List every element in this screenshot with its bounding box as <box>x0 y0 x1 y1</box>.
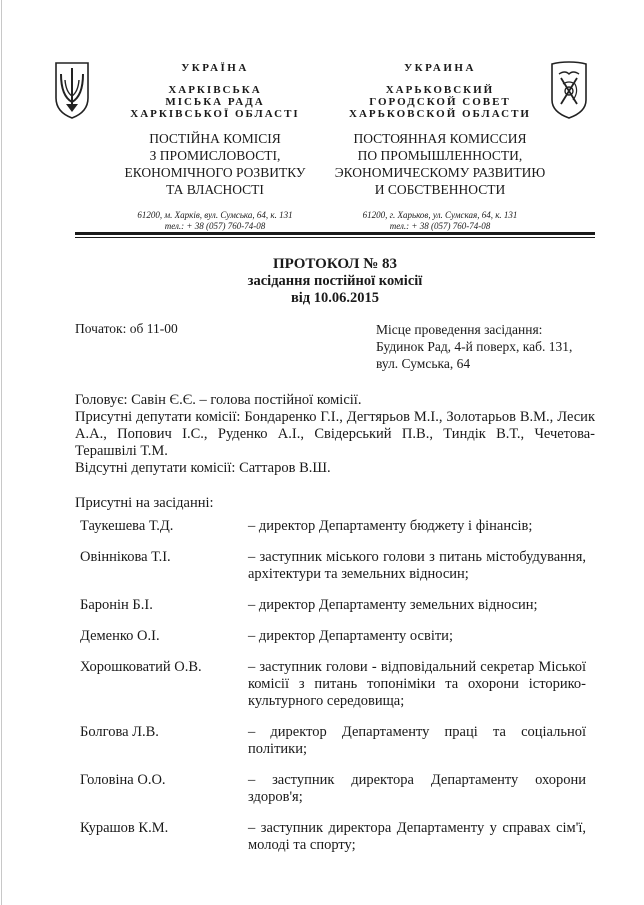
council-line: ХАРЬКОВСКОЙ ОБЛАСТИ <box>349 108 531 120</box>
attendee-role: – заступник міського голови з питань містобудування, архітектури та земельних відносин; <box>248 549 586 582</box>
chair-line: Головує: Савін Є.Є. – голова постійної комісії. <box>75 392 362 408</box>
venue-building: Будинок Рад, 4-й поверх, каб. 131, <box>376 339 573 354</box>
council-line: МІСЬКА РАДА <box>165 96 265 108</box>
attendee-name: Хорошковатий О.В. <box>80 659 202 675</box>
protocol-number: ПРОТОКОЛ № 83 <box>272 256 398 272</box>
header-divider-thin <box>75 237 595 238</box>
attendee-role: – заступник директора Департаменту у справах сім'ї, молоді та спорту; <box>248 820 586 853</box>
attendee-role: – директор Департаменту освіти; <box>248 628 453 644</box>
commission-line: И СОБСТВЕННОСТИ <box>374 182 506 197</box>
commission-name-uk <box>110 130 320 198</box>
protocol-subtitle: засідання постійної комісії <box>247 273 423 289</box>
address-uk <box>110 210 320 232</box>
attendee-row <box>80 518 595 535</box>
council-name-uk <box>110 84 320 120</box>
attendee-list <box>80 518 595 868</box>
present-deputies: Присутні депутати комісії: Бондаренко Г.І., Дегтярьов М.І., Золотарьов В.М., Лесик А.А., Попович І.С., Руденко А.І., Свідерський П.В., Тиндік В.Т., Чечетова-Терашвілі Т.М. <box>75 409 595 459</box>
attendee-name: Баронін Б.І. <box>80 597 153 613</box>
council-line: ХАРКІВСЬКА <box>168 84 262 96</box>
address-line: 61200, м. Харків, вул. Сумська, 64, к. 131 <box>137 210 293 220</box>
kharkiv-coat-of-arms-icon <box>549 60 589 120</box>
country-name-ru: УКРАИНА <box>404 62 476 74</box>
attendee-name: Болгова Л.В. <box>80 724 159 740</box>
attendee-name: Головіна О.О. <box>80 772 166 788</box>
phone-line: тел.: + 38 (057) 760-74-08 <box>164 221 266 231</box>
scan-edge <box>1 0 2 905</box>
attendee-role: – директор Департаменту бюджету і фінансів; <box>248 518 533 534</box>
start-time: Початок: об 11-00 <box>75 321 178 336</box>
attendee-row <box>80 549 595 583</box>
commission-line: ПОСТІЙНА КОМІСІЯ <box>149 131 281 146</box>
venue-street: вул. Сумська, 64 <box>376 356 471 371</box>
attendee-name: Таукешева Т.Д. <box>80 518 174 534</box>
commission-line: З ПРОМИСЛОВОСТІ, <box>149 148 281 163</box>
attendee-row <box>80 772 595 806</box>
attendee-row <box>80 628 595 645</box>
trident-coat-of-arms-icon <box>52 60 92 120</box>
attendee-row <box>80 597 595 614</box>
commission-line: ПО ПРОМЫШЛЕННОСТИ, <box>357 148 523 163</box>
attendee-role: – заступник голови - відповідальний секретар Міської комісії з питань топоніміки та охорони історико-культурного середовища; <box>248 659 586 709</box>
country-name-uk: УКРАЇНА <box>181 62 249 74</box>
council-line: ГОРОДСКОЙ СОВЕТ <box>369 96 511 108</box>
protocol-title <box>75 256 595 307</box>
attendee-row <box>80 820 595 854</box>
header-divider-thick <box>75 232 595 235</box>
attendee-name: Курашов К.М. <box>80 820 169 836</box>
phone-line: тел.: + 38 (057) 760-74-08 <box>389 221 491 231</box>
commission-name-ru <box>330 130 550 198</box>
attendee-role: – заступник директора Департаменту охорони здоров'я; <box>248 772 586 805</box>
meeting-venue <box>376 321 572 372</box>
attendee-row <box>80 724 595 758</box>
absent-deputies: Відсутні депутати комісії: Саттаров В.Ш. <box>75 460 331 476</box>
council-line: ХАРЬКОВСКИЙ <box>385 84 495 96</box>
commission-line: ЕКОНОМІЧНОГО РОЗВИТКУ <box>124 165 306 180</box>
attendee-row <box>80 659 595 710</box>
commission-line: ЭКОНОМИЧЕСКОМУ РАЗВИТИЮ <box>334 165 546 180</box>
protocol-date: від 10.06.2015 <box>290 290 380 306</box>
commission-line: ТА ВЛАСНОСТІ <box>166 182 264 197</box>
attendee-role: – директор Департаменту земельних відносин; <box>248 597 538 613</box>
council-name-ru <box>330 84 550 120</box>
commission-line: ПОСТОЯННАЯ КОМИССИЯ <box>353 131 527 146</box>
venue-label: Місце проведення засідання: <box>376 322 543 337</box>
present-at-meeting-label: Присутні на засіданні: <box>75 495 214 511</box>
attendee-name: Деменко О.І. <box>80 628 160 644</box>
council-line: ХАРКІВСЬКОЇ ОБЛАСТІ <box>130 108 300 120</box>
address-ru <box>330 210 550 232</box>
attendee-name: Овіннікова Т.І. <box>80 549 171 565</box>
address-line: 61200, г. Харьков, ул. Сумская, 64, к. 131 <box>362 210 518 220</box>
attendee-role: – директор Департаменту праці та соціальної політики; <box>248 724 586 757</box>
